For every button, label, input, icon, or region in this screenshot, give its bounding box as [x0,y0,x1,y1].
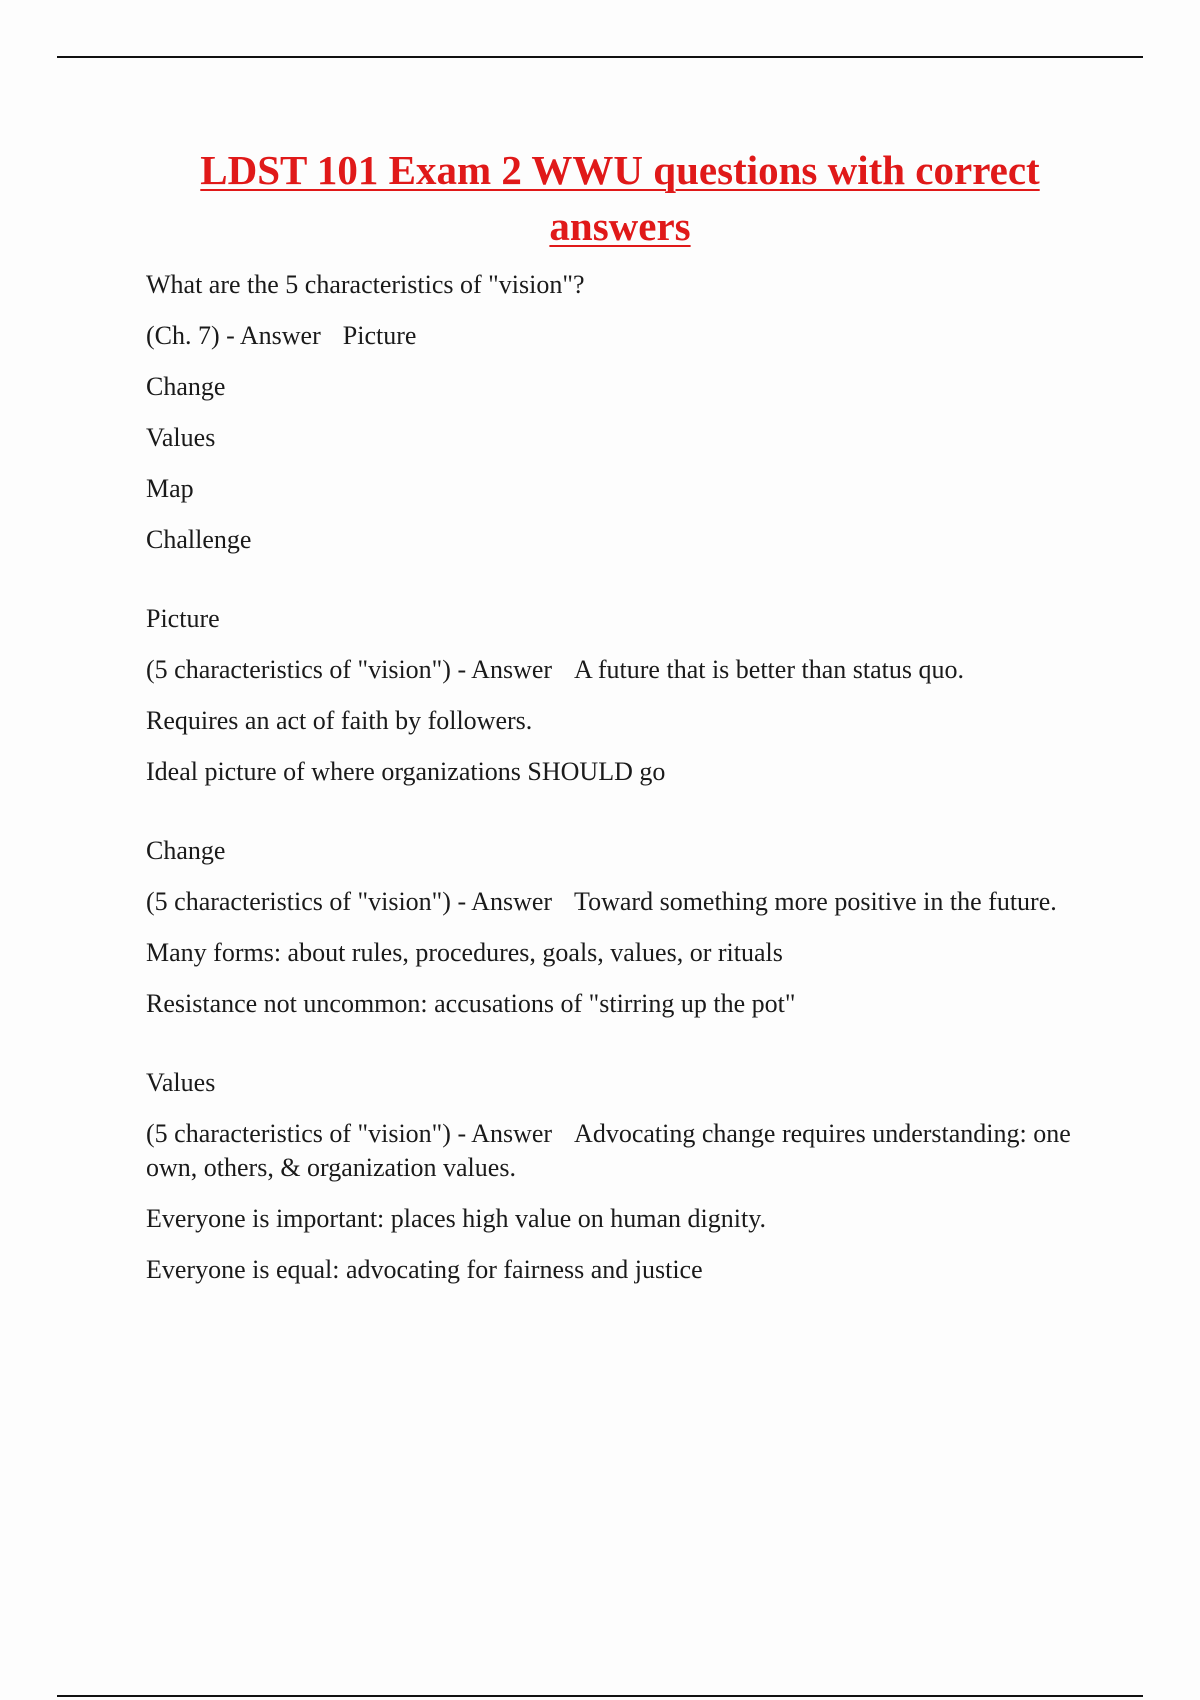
answer-text: Toward something more positive in the future. [574,887,1057,916]
answer-line: Ideal picture of where organizations SHOULD go [146,757,666,786]
qa-block-picture [146,602,1076,789]
answer-line: Change [146,372,226,401]
bottom-rule [57,1695,1143,1697]
answer-line: Everyone is important: places high value on human dignity. [146,1204,767,1233]
question-qualifier: (5 characteristics of "vision") - Answer [146,887,553,916]
question-heading: Picture [146,604,220,633]
answer-line: Resistance not uncommon: accusations of "stirring up the pot" [146,989,796,1018]
document-title: LDST 101 Exam 2 WWU questions with correct answers [200,147,1040,249]
answer-text: Advocating change requires understanding: one own, others, & organization values. [146,1119,1071,1182]
answer-line: Values [146,423,216,452]
question-text: What are the 5 characteristics of "vision"? [146,270,585,299]
answer-text: Picture [342,321,417,350]
answer-line: Requires an act of faith by followers. [146,706,533,735]
question-heading: Values [146,1068,216,1097]
answer-line: Challenge [146,525,252,554]
question-qualifier: (5 characteristics of "vision") - Answer [146,655,553,684]
document-body [146,268,1076,1304]
qa-block-overview [146,268,1076,557]
answer-line [146,885,1076,919]
top-rule [57,56,1143,58]
answer-line [146,653,1076,687]
answer-line: Map [146,474,194,503]
question-qualifier: (Ch. 7) - Answer [146,321,321,350]
answer-text: A future that is better than status quo. [574,655,964,684]
answer-line [146,1117,1076,1185]
qa-block-change [146,834,1076,1021]
qa-block-values [146,1066,1076,1287]
answer-line [146,319,1076,353]
answer-line: Many forms: about rules, procedures, goals, values, or rituals [146,938,783,967]
answer-line: Everyone is equal: advocating for fairness and justice [146,1255,703,1284]
question-heading: Change [146,836,226,865]
question-qualifier: (5 characteristics of "vision") - Answer [146,1119,553,1148]
